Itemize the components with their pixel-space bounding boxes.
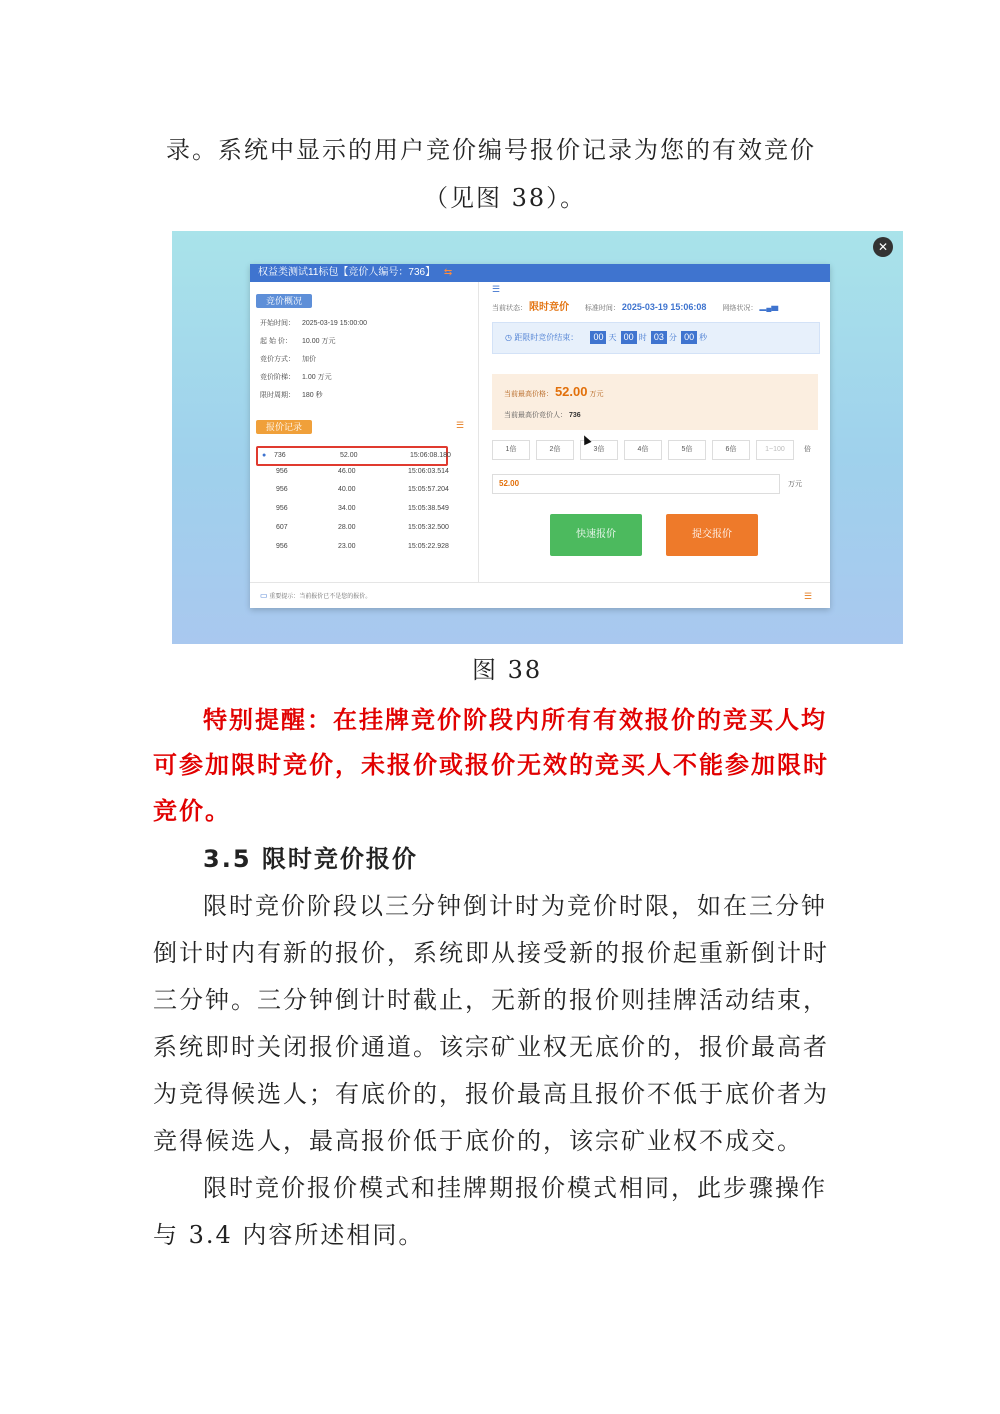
multiplier-row: 1倍 2倍 3倍 4倍 5倍 6倍 1~100 倍 [492,440,830,460]
figure-38-screenshot [172,231,903,644]
record-row: 956 34.00 15:05:38.549 [276,505,449,512]
highest-price: 52.00 [554,384,588,399]
para1-line-2: 倒计时内有新的报价，系统即从接受新的报价起重新倒计时 [153,939,829,967]
countdown-hours: 00 [621,331,637,344]
para2-line-2: 与 3.4 内容所述相同。 [153,1221,425,1249]
multiplier-6x[interactable]: 6倍 [712,440,750,460]
para1-line-1: 限时竞价阶段以三分钟倒计时为竞价时限，如在三分钟 [203,892,827,920]
reminder-line-1: 特别提醒：在挂牌竞价阶段内所有有效报价的竞买人均 [203,706,827,734]
list-icon[interactable]: ☰ [456,420,465,430]
info-start-price: 起 始 价： 10.00 万元 [260,338,336,345]
notice-icon: ▭ [260,591,268,600]
info-period: 限时周期： 180 秒 [260,392,323,399]
info-method: 竞价方式： 加价 [260,356,316,363]
highest-price-box: 当前最高价格： 52.00 万元 当前最高价竞价人： 736 [492,374,818,430]
footer-list-icon[interactable]: ☰ [804,591,813,601]
para1-line-3: 三分钟。三分钟倒计时截止，无新的报价则挂牌活动结束， [153,986,829,1014]
countdown-seconds: 00 [681,331,697,344]
record-row: 607 28.00 15:05:32.500 [276,524,449,531]
countdown-minutes: 03 [651,331,667,344]
section-heading: 3.5 限时竞价报价 [203,845,418,873]
footer-note: 重要提示：当前报价已不是您的报价。 [269,594,372,600]
quick-bid-button[interactable]: 快速报价 [550,514,642,556]
record-row: 956 40.00 15:05:57.204 [276,486,449,493]
para2-line-1: 限时竞价报价模式和挂牌期报价模式相同，此步骤操作 [203,1174,827,1202]
text-line-2: （见图 38）。 [424,184,587,212]
status-row: 当前状态： 限时竞价 标准时间： 2025-03-19 15:06:08 网络状况： ▂▄▆ [492,302,779,313]
record-row: 956 46.00 15:06:03.514 [276,468,449,475]
para1-line-6: 竞得候选人，最高报价低于底价的，该宗矿业权不成交。 [153,1127,803,1155]
left-panel [250,282,479,582]
signal-icon: ▂▄▆ [759,305,779,312]
multiplier-5x[interactable]: 5倍 [668,440,706,460]
info-step: 竞价阶梯： 1.00 万元 [260,374,332,381]
record-row-highlighted: ● 736 52.00 15:06:08.180 [256,446,448,466]
price-input[interactable]: 52.00 [492,474,780,494]
multiplier-2x[interactable]: 2倍 [536,440,574,460]
window-footer [250,582,830,609]
switch-icon[interactable]: ⇆ [443,267,453,278]
right-panel: ☰ 当前状态： 限时竞价 标准时间： 2025-03-19 15:06:08 网络状况： ▂▄▆ ◷ 距限时竞价结束： 00 天 00 时 03 分 00 秒 当前最高价格： 52.00 万元 当前最高价竞价人： 736 1倍 2倍 3倍 4倍 5倍 6倍 1~100 倍 52.00 万元 快速报价 提交报价 [480,282,830,582]
figure-caption: 图 38 [472,656,543,684]
info-start-time: 开始时间： 2025-03-19 15:00:00 [260,320,367,327]
text-line-1: 录。系统中显示的用户竞价编号报价记录为您的有效竞价 [166,136,816,164]
window-titlebar [250,264,830,282]
multiplier-4x[interactable]: 4倍 [624,440,662,460]
submit-bid-button[interactable]: 提交报价 [666,514,758,556]
highest-bidder: 736 [568,412,581,419]
fullscreen-exit-icon[interactable]: ✕ [873,237,893,257]
overview-tag: 竞价概况 [256,294,312,308]
menu-icon[interactable]: ☰ [492,284,501,294]
window-title: 权益类测试11标包【竞价人编号：736】 [258,267,436,278]
multiplier-1x[interactable]: 1倍 [492,440,530,460]
countdown-box: ◷ 距限时竞价结束： 00 天 00 时 03 分 00 秒 [492,322,820,354]
records-tag: 报价记录 [256,420,312,434]
reminder-line-3: 竞价。 [153,797,231,825]
para1-line-5: 为竞得候选人；有底价的，报价最高且报价不低于底价者为 [153,1080,829,1108]
bidding-window [250,264,830,608]
clock-icon: ◷ [505,333,512,342]
reminder-line-2: 可参加限时竞价，未报价或报价无效的竞买人不能参加限时 [153,751,829,779]
multiplier-3x[interactable]: 3倍 [580,440,618,460]
multiplier-custom-input[interactable]: 1~100 [756,440,794,460]
user-icon: ● [262,452,267,459]
record-row: 956 23.00 15:05:22.928 [276,543,449,550]
para1-line-4: 系统即时关闭报价通道。该宗矿业权无底价的，报价最高者 [153,1033,829,1061]
countdown-days: 00 [590,331,606,344]
